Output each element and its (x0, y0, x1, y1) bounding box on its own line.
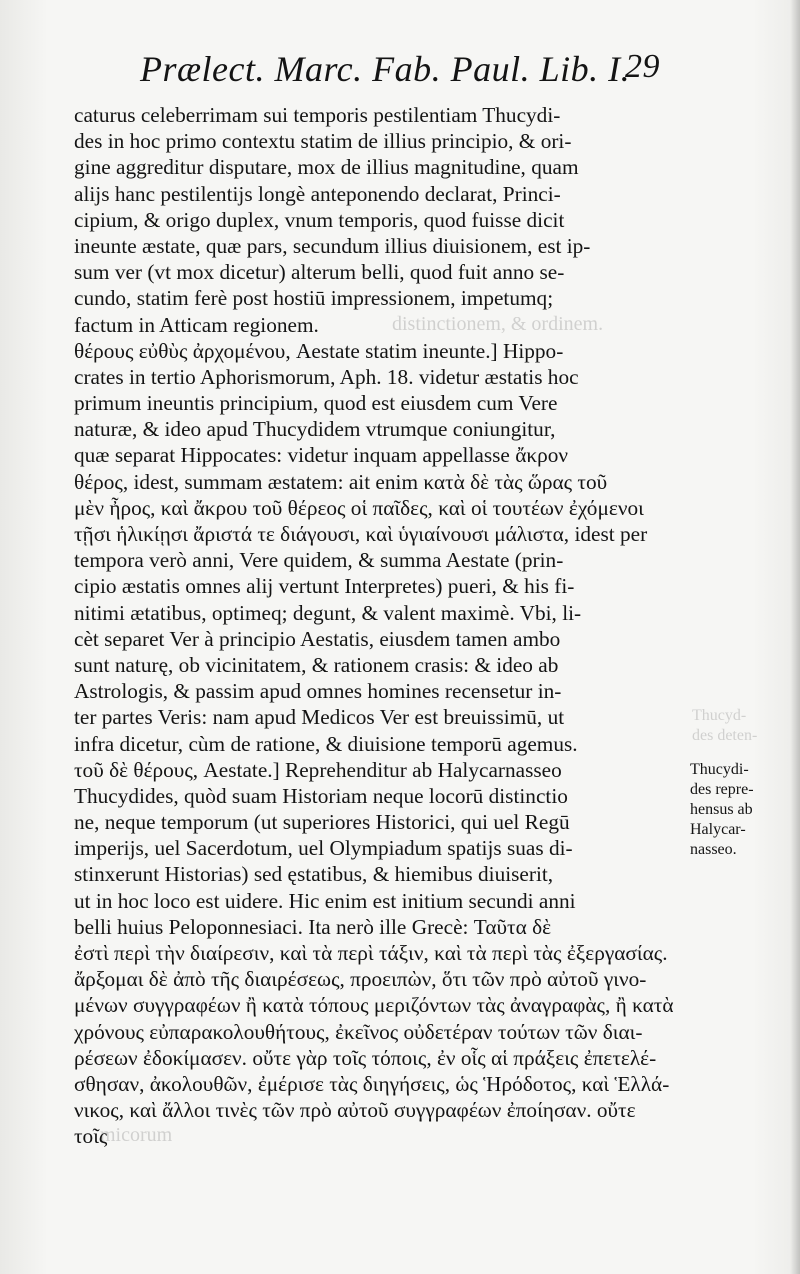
text-line: ρέσεων ἐδοκίμασεν. οὔτε γὰρ τοῖς τόποις, ἐν οἷς αἱ πράξεις ἐπετελέ- (74, 1045, 657, 1070)
text-line: θέρος, idest, summam æstatem: ait enim κατὰ δὲ τὰς ὥρας τοῦ (74, 469, 608, 494)
text-line: quæ separat Hippocates: videtur inquam appellasse ἄκρον (74, 443, 568, 468)
text-line: gine aggreditur disputare, mox de illius magnitudine, quam (74, 155, 579, 180)
text-line: belli huius Peloponnesiaci. Ita nerò ille Grecè: Ταῦτα δὲ (74, 914, 552, 939)
text-line: ἄρξομαι δὲ ἀπὸ τῆς διαιρέσεως, προειπὼν, ὅτι τῶν πρὸ αὐτοῦ γινο- (74, 967, 647, 992)
text-line: ut in hoc loco est uidere. Hic enim est initium secundi anni (74, 888, 576, 913)
margin-note-line: Halycar- (690, 821, 746, 838)
text-line: cèt separet Ver à principio Aestatis, eiusdem tamen ambo (74, 626, 561, 651)
text-line: cipium, & origo duplex, vnum temporis, quod fuisse dicit (74, 207, 565, 232)
text-line: ἐστὶ περὶ τὴν διαίρεσιν, καὶ τὰ περὶ τάξιν, καὶ τὰ περὶ τὰς ἐξεργασίας. (74, 941, 668, 965)
page-edge-shadow (790, 0, 800, 1274)
text-line: χρόνους εὐπαρακολουθήτους, ἐκεῖνος οὐδετέραν τούτων τῶν διαι- (74, 1019, 643, 1044)
text-line: sunt naturę, ob vicinitatem, & rationem crasis: & ideo ab (74, 652, 559, 677)
text-line: τοῦ δὲ θέρους, Aestate.] Reprehenditur ab Halycarnasseo (74, 757, 562, 782)
text-line: alijs hanc pestilentijs longè anteponendo declarat, Princi- (74, 181, 561, 206)
running-header (140, 44, 660, 94)
text-line: νικος, καὶ ἄλλοι τινὲς τῶν πρὸ αὐτοῦ συγγραφέων ἐποίησαν. οὔτε (74, 1098, 636, 1123)
bleed-through-text: Thucyd- des deten- (692, 707, 758, 744)
text-line: stinxerunt Historias) sed ęstatibus, & hiemibus diuiserit, (74, 862, 554, 887)
text-line: ter partes Veris: nam apud Medicos Ver est breuissimū, ut (74, 705, 565, 730)
text-line: μένων συγγραφέων ἢ κατὰ τόπους μεριζόντων τὰς ἀναγραφὰς, ἢ κατὰ (74, 993, 674, 1018)
margin-note-line: nasseo. (690, 841, 737, 858)
text-line: θέρους εὐθὺς ἀρχομένου, Aestate statim ineunte.] Hippo- (74, 338, 564, 363)
text-line: caturus celeberrimam sui temporis pestilentiam Thucydi- (74, 103, 561, 127)
text-line: factum in Atticam regionem. (74, 312, 319, 337)
text-line: crates in tertio Aphorismorum, Aph. 18. videtur æstatis hoc (74, 364, 579, 389)
margin-note-line: hensus ab (690, 801, 753, 818)
text-line: μὲν ἦρος, καὶ ἄκρου τοῦ θέρεος οἱ παῖδες, καὶ οἱ τουτέων ἐχόμενοι (74, 495, 644, 520)
text-line: τοῖς (74, 1124, 108, 1149)
text-line: cundo, statim ferè post hostiū impressionem, impetumq; (74, 286, 554, 311)
margin-note-line: des repre- (690, 781, 754, 798)
text-line: sum ver (vt mox dicetur) alterum belli, quod fuit anno se- (74, 260, 565, 285)
text-line: ineunte æstate, quæ pars, secundum illius diuisionem, est ip- (74, 233, 591, 258)
text-line: des in hoc primo contextu statim de illius principio, & ori- (74, 129, 572, 154)
text-line: nitimi ætatibus, optimeq; degunt, & valent maximè. Vbi, li- (74, 600, 582, 625)
text-line: Astrologis, & passim apud omnes homines recensetur in- (74, 679, 562, 704)
bleed-through-text: micorum (100, 1124, 173, 1146)
page-number: 29 (625, 48, 660, 85)
margin-note-line: Thucydi- (690, 761, 749, 778)
text-line: primum ineuntis principium, quod est eiusdem cum Vere (74, 391, 558, 416)
text-line: cipio æstatis omnes alij vertunt Interpretes) pueri, & his fi- (74, 574, 575, 599)
text-line: Thucydides, quòd suam Historiam neque locorū distinctio (74, 783, 568, 808)
text-line: τῇσι ἡλικίῃσι ἄριστά τε διάγουσι, καὶ ὑγιαίνουσι μάλιστα, idest per (74, 522, 648, 546)
text-line: naturæ, & ideo apud Thucydidem vtrumque coniungitur, (74, 417, 556, 442)
text-line: imperijs, uel Sacerdotum, uel Olympiadum spatijs suas di- (74, 836, 573, 861)
text-line: tempora verò anni, Vere quidem, & summa Aestate (prin- (74, 548, 564, 573)
text-line: ne, neque temporum (ut superiores Historici, qui uel Regū (74, 810, 570, 835)
text-line: σθησαν, ἀκολουθῶν, ἐμέρισε τὰς διηγήσεις, ὡς Ἡρόδοτος, καὶ Ἑλλά- (74, 1071, 670, 1096)
running-title: Prælect. Marc. Fab. Paul. Lib. I. (140, 49, 631, 89)
text-line: infra dicetur, cùm de ratione, & diuisione temporū agemus. (74, 731, 578, 756)
margin-note (690, 760, 780, 860)
body-text (74, 102, 686, 1150)
bleed-through-text: distinctionem, & ordinem. (392, 313, 604, 335)
